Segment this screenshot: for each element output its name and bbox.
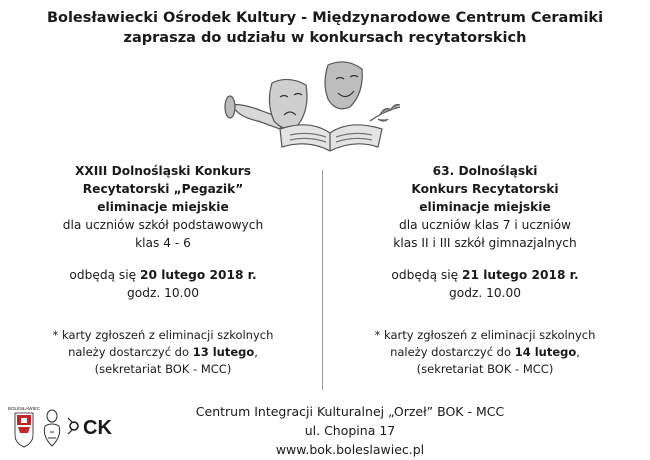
ceramics-center-logo — [44, 410, 59, 446]
comedy-mask-icon — [325, 62, 362, 109]
tragedy-mask-icon — [269, 79, 307, 128]
note-line3: (sekretariat BOK - MCC) — [94, 362, 232, 376]
invitation-header — [0, 8, 650, 48]
venue-address: ul. Chopina 17 — [304, 423, 396, 438]
pegazik-contest-column — [18, 162, 308, 378]
contest-title-line2: Recytatorski „Pegazik” — [82, 182, 244, 196]
column-divider — [322, 170, 323, 390]
website-link[interactable]: www.bok.boleslawiec.pl — [275, 442, 425, 457]
contest-subtitle: eliminacje miejskie — [97, 200, 229, 214]
organizer-line: Bolesławiecki Ośrodek Kultury - Międzynarodowe Centrum Ceramiki — [46, 10, 604, 26]
open-book-icon — [280, 125, 382, 151]
venue-name: Centrum Integracji Kulturalnej „Orzeł” BOK - MCC — [195, 404, 505, 419]
note-line2: należy dostarczyć do 13 lutego, — [68, 345, 258, 359]
ck-logo — [68, 417, 112, 439]
svg-text:BOLESŁAWIEC: BOLESŁAWIEC — [7, 406, 41, 411]
theatre-masks-illustration — [210, 55, 410, 155]
contest-title-line1: 63. Dolnośląski — [432, 164, 538, 178]
note-line2: należy dostarczyć do 14 lutego, — [390, 345, 580, 359]
event-date: odbędą się 20 lutego 2018 r. — [69, 268, 257, 282]
audience-line1: dla uczniów klas 7 i uczniów — [398, 218, 572, 232]
venue-footer — [150, 402, 550, 459]
note-line1: * karty zgłoszeń z eliminacji szkolnych — [52, 328, 274, 342]
invitation-line: zaprasza do udziału w konkursach recytatorskich — [123, 30, 527, 46]
event-time: godz. 10.00 — [127, 286, 199, 300]
event-date: odbędą się 21 lutego 2018 r. — [391, 268, 579, 282]
contest-title-line2: Konkurs Recytatorski — [411, 182, 559, 196]
note-line3: (sekretariat BOK - MCC) — [416, 362, 554, 376]
audience-line2: klas 4 - 6 — [135, 236, 191, 250]
audience-line1: dla uczniów szkół podstawowych — [62, 218, 264, 232]
regional-contest-column — [340, 162, 630, 378]
note-line1: * karty zgłoszeń z eliminacji szkolnych — [374, 328, 596, 342]
contest-title-line1: XXIII Dolnośląski Konkurs — [74, 164, 252, 178]
audience-line2: klas II i III szkół gimnazjalnych — [393, 236, 577, 250]
logos-strip — [7, 404, 132, 454]
city-crest-logo — [8, 406, 41, 447]
event-time: godz. 10.00 — [449, 286, 521, 300]
svg-text:CK: CK — [83, 417, 112, 439]
contest-subtitle: eliminacje miejskie — [419, 200, 551, 214]
